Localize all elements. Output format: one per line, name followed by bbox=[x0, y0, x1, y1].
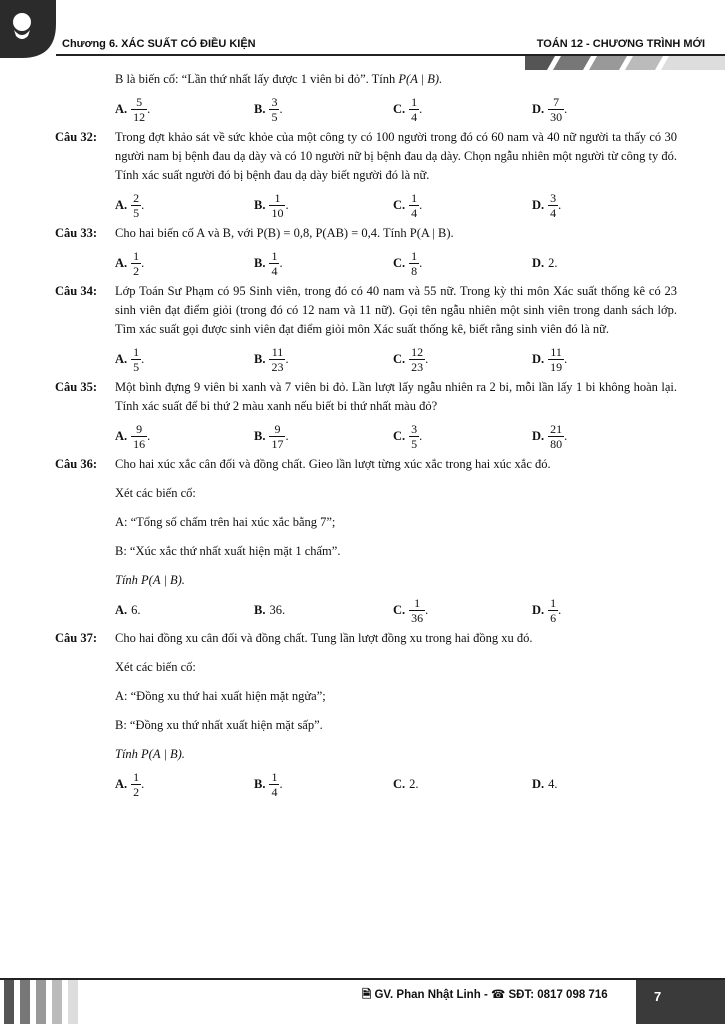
numerator: 3 bbox=[550, 191, 557, 205]
footer-bars bbox=[0, 980, 110, 1024]
answer-option bbox=[532, 249, 671, 278]
answer-fraction bbox=[548, 422, 564, 451]
answer-label: B. bbox=[254, 352, 266, 366]
answer-fraction bbox=[409, 191, 419, 220]
answer-label: C. bbox=[393, 102, 406, 116]
answer-value: 36. bbox=[269, 603, 286, 617]
denominator: 2 bbox=[133, 785, 140, 799]
numerator: 7 bbox=[553, 95, 560, 109]
answer-option: C. $\frac{3}{5}$ . bbox=[393, 422, 423, 451]
numerator: 1 bbox=[550, 596, 557, 610]
answer-option: B. $\frac{3}{5}$ . bbox=[254, 95, 283, 124]
answer-label: D. bbox=[532, 429, 545, 443]
answer-fraction bbox=[131, 95, 147, 124]
answer-fraction bbox=[131, 422, 147, 451]
answer-fraction bbox=[548, 596, 558, 625]
numerator: 11 bbox=[271, 345, 284, 359]
answer-option bbox=[115, 596, 254, 625]
numerator: 1 bbox=[133, 345, 140, 359]
answer-label: A. bbox=[115, 603, 128, 617]
course-title: TOÁN 12 - CHƯƠNG TRÌNH MỚI bbox=[536, 38, 705, 50]
answer-fraction bbox=[409, 345, 425, 374]
denominator: 5 bbox=[271, 110, 278, 124]
numerator: 3 bbox=[271, 95, 278, 109]
question-32: Câu 32: Trong đợt khảo sát về sức khỏe của một công ty có 100 người trong đó có 60 nam và 40 nữ người ta thấy có 30 người nam bị bệnh đau dạ dày và có 10 người nữ bị bệnh đau dạ dày. Chọn ngẫu nhiên một người từ công ty đó. Tính xác suất người đó bị bệnh đau dạ dày biết người đó là nữ. bbox=[55, 130, 677, 182]
answer-label: A. bbox=[115, 777, 128, 791]
answer-option: A. $\frac{9}{16}$ . bbox=[115, 422, 151, 451]
phone-icon: ☎ bbox=[490, 989, 506, 1001]
numerator: 3 bbox=[411, 422, 418, 436]
denominator: 19 bbox=[550, 360, 563, 374]
denominator: 4 bbox=[271, 785, 278, 799]
numerator: 1 bbox=[133, 249, 140, 263]
answer-label: D. bbox=[532, 777, 545, 791]
answer-fraction bbox=[269, 95, 279, 124]
answer-option: C. $\frac{1}{8}$ . bbox=[393, 249, 423, 278]
q36-line1: Xét các biến cố: bbox=[115, 486, 196, 500]
denominator: 12 bbox=[133, 110, 146, 124]
answer-fraction bbox=[548, 191, 558, 220]
question-35: Câu 35: Một bình đựng 9 viên bi xanh và 7 viên bi đỏ. Lần lượt lấy ngẫu nhiên ra 2 bi, mỗi lần lấy 1 bi không hoàn lại. Tính xác suất để bi thứ 2 màu xanh nếu biết bi thứ nhất màu đỏ? bbox=[55, 380, 677, 413]
page-content bbox=[55, 70, 677, 803]
numerator: 1 bbox=[133, 770, 140, 784]
answer-option: A. $\frac{5}{12}$ . bbox=[115, 95, 151, 124]
document-icon: 🗎 bbox=[362, 989, 372, 1001]
q36-line4: Tính P(A | B). bbox=[115, 573, 185, 587]
question-37: Câu 37: Cho hai đồng xu cân đối và đồng chất. Tung lần lượt đồng xu trong hai đồng xu đó. bbox=[55, 631, 533, 645]
answer-fraction bbox=[548, 345, 564, 374]
answer-label: C. bbox=[393, 352, 406, 366]
q31-answers bbox=[55, 95, 677, 124]
denominator: 2 bbox=[133, 264, 140, 278]
denominator: 10 bbox=[271, 206, 284, 220]
denominator: 5 bbox=[133, 206, 140, 220]
numerator: 1 bbox=[411, 95, 418, 109]
numerator: 9 bbox=[136, 422, 143, 436]
answer-fraction bbox=[269, 249, 279, 278]
answer-option bbox=[393, 770, 532, 799]
answer-label: A. bbox=[115, 429, 128, 443]
denominator: 36 bbox=[411, 611, 424, 625]
question-36: Câu 36: Cho hai xúc xắc cân đối và đồng chất. Gieo lần lượt từng xúc xắc trong hai xúc xắc đó. bbox=[55, 457, 551, 471]
denominator: 5 bbox=[133, 360, 140, 374]
numerator: 11 bbox=[550, 345, 562, 359]
q36-answers bbox=[55, 596, 677, 625]
denominator: 16 bbox=[133, 437, 146, 451]
q35-answers bbox=[55, 422, 677, 451]
answer-label: C. bbox=[393, 198, 406, 212]
answer-option: A. $\frac{1}{2}$ . bbox=[115, 249, 145, 278]
q33-answers bbox=[55, 249, 677, 278]
answer-option: A. $\frac{1}{2}$ . bbox=[115, 770, 145, 799]
answer-fraction bbox=[269, 191, 285, 220]
numerator: 1 bbox=[411, 191, 418, 205]
answer-option: C. $\frac{1}{4}$ . bbox=[393, 191, 423, 220]
answer-fraction bbox=[131, 345, 141, 374]
answer-option: D. $\frac{7}{30}$ . bbox=[532, 95, 568, 124]
answer-fraction bbox=[269, 422, 285, 451]
denominator: 4 bbox=[411, 206, 418, 220]
answer-label: D. bbox=[532, 603, 545, 617]
answer-fraction bbox=[548, 95, 564, 124]
answer-option: A. $\frac{1}{5}$ . bbox=[115, 345, 145, 374]
chapter-title: Chương 6. XÁC SUẤT CÓ ĐIỀU KIỆN bbox=[62, 38, 256, 50]
q32-answers bbox=[55, 191, 677, 220]
denominator: 4 bbox=[550, 206, 557, 220]
answer-option: C. $\frac{1}{36}$ . bbox=[393, 596, 429, 625]
numerator: 12 bbox=[411, 345, 424, 359]
denominator: 4 bbox=[411, 110, 418, 124]
answer-label: D. bbox=[532, 198, 545, 212]
denominator: 5 bbox=[411, 437, 418, 451]
answer-fraction bbox=[131, 249, 141, 278]
answer-fraction bbox=[409, 596, 425, 625]
answer-label: D. bbox=[532, 352, 545, 366]
q37-line4: Tính P(A | B). bbox=[115, 747, 185, 761]
q37-answers bbox=[55, 770, 677, 799]
answer-value: 6. bbox=[131, 603, 141, 617]
header-stripes bbox=[525, 56, 725, 70]
denominator: 17 bbox=[271, 437, 284, 451]
numerator: 5 bbox=[136, 95, 143, 109]
answer-label: B. bbox=[254, 102, 266, 116]
answer-option: A. $\frac{2}{5}$ . bbox=[115, 191, 145, 220]
answer-label: D. bbox=[532, 102, 545, 116]
answer-label: B. bbox=[254, 198, 266, 212]
answer-label: B. bbox=[254, 777, 266, 791]
numerator: 1 bbox=[411, 249, 418, 263]
answer-option: D. $\frac{21}{80}$ . bbox=[532, 422, 568, 451]
answer-label: A. bbox=[115, 102, 128, 116]
denominator: 4 bbox=[271, 264, 278, 278]
answer-option: D. $\frac{1}{6}$ . bbox=[532, 596, 562, 625]
denominator: 8 bbox=[411, 264, 418, 278]
answer-label: C. bbox=[393, 256, 406, 270]
question-33: Câu 33: Cho hai biến cố A và B, với P(B) = 0,8, P(AB) = 0,4. Tính P(A | B). bbox=[55, 226, 454, 240]
corner-logo-icon bbox=[0, 0, 56, 58]
numerator: 1 bbox=[274, 191, 281, 205]
numerator: 1 bbox=[414, 596, 421, 610]
answer-value: 2. bbox=[548, 256, 558, 270]
answer-option: D. $\frac{11}{19}$ . bbox=[532, 345, 568, 374]
numerator: 9 bbox=[274, 422, 281, 436]
answer-option: B. $\frac{1}{4}$ . bbox=[254, 249, 283, 278]
answer-label: A. bbox=[115, 256, 128, 270]
answer-option: C. $\frac{1}{4}$ . bbox=[393, 95, 423, 124]
answer-option bbox=[532, 770, 671, 799]
answer-label: C. bbox=[393, 603, 406, 617]
numerator: 21 bbox=[550, 422, 563, 436]
answer-label: C. bbox=[393, 777, 406, 791]
denominator: 6 bbox=[550, 611, 557, 625]
q37-line2: A: “Đồng xu thứ hai xuất hiện mặt ngửa”; bbox=[115, 689, 326, 703]
answer-option: D. $\frac{3}{4}$ . bbox=[532, 191, 562, 220]
footer-credit: 🗎 GV. Phan Nhật Linh - ☎ SĐT: 0817 098 716 bbox=[362, 989, 608, 1001]
q37-line3: B: “Đồng xu thứ nhất xuất hiện mặt sấp”. bbox=[115, 718, 323, 732]
answer-value: 2. bbox=[409, 777, 419, 791]
q34-answers bbox=[55, 345, 677, 374]
page-number: 7 bbox=[636, 980, 725, 1024]
answer-label: B. bbox=[254, 429, 266, 443]
q37-line1: Xét các biến cố: bbox=[115, 660, 196, 674]
denominator: 80 bbox=[550, 437, 563, 451]
denominator: 23 bbox=[411, 360, 424, 374]
answer-fraction bbox=[269, 345, 285, 374]
numerator: 1 bbox=[271, 770, 278, 784]
answer-fraction bbox=[409, 422, 419, 451]
answer-label: B. bbox=[254, 256, 266, 270]
answer-label: D. bbox=[532, 256, 545, 270]
answer-fraction bbox=[269, 770, 279, 799]
numerator: 1 bbox=[271, 249, 278, 263]
denominator: 30 bbox=[550, 110, 563, 124]
answer-option bbox=[254, 596, 393, 625]
answer-fraction bbox=[131, 191, 141, 220]
answer-label: A. bbox=[115, 352, 128, 366]
answer-option: B. $\frac{1}{10}$ . bbox=[254, 191, 289, 220]
answer-option: B. $\frac{9}{17}$ . bbox=[254, 422, 289, 451]
answer-value: 4. bbox=[548, 777, 558, 791]
intro-line: B là biến cố: “Lần thứ nhất lấy được 1 viên bi đỏ”. Tính P(A | B). bbox=[115, 72, 443, 86]
answer-option: C. $\frac{12}{23}$ . bbox=[393, 345, 429, 374]
denominator: 23 bbox=[271, 360, 284, 374]
answer-label: C. bbox=[393, 429, 406, 443]
answer-fraction bbox=[131, 770, 141, 799]
q36-line3: B: “Xúc xắc thứ nhất xuất hiện mặt 1 chấm”. bbox=[115, 544, 341, 558]
numerator: 2 bbox=[133, 191, 140, 205]
question-34: Câu 34: Lớp Toán Sư Phạm có 95 Sinh viên, trong đó có 40 nam và 55 nữ. Trong kỳ thi môn Xác suất thống kê có 23 sinh viên đạt điểm giỏi (trong đó có 12 nam và 11 nữ). Gọi tên ngẫu nhiên một sinh viên trong danh sách lớp. Tìm xác suất gọi được sinh viên đạt điểm giỏi môn Xác suất thống kê, biết rằng sinh viên đó là nữ. bbox=[55, 284, 677, 336]
answer-fraction bbox=[409, 249, 419, 278]
answer-option: B. $\frac{1}{4}$ . bbox=[254, 770, 283, 799]
q36-line2: A: “Tổng số chấm trên hai xúc xắc bằng 7”; bbox=[115, 515, 336, 529]
answer-fraction bbox=[409, 95, 419, 124]
answer-option: B. $\frac{11}{23}$ . bbox=[254, 345, 289, 374]
answer-label: A. bbox=[115, 198, 128, 212]
answer-label: B. bbox=[254, 603, 266, 617]
